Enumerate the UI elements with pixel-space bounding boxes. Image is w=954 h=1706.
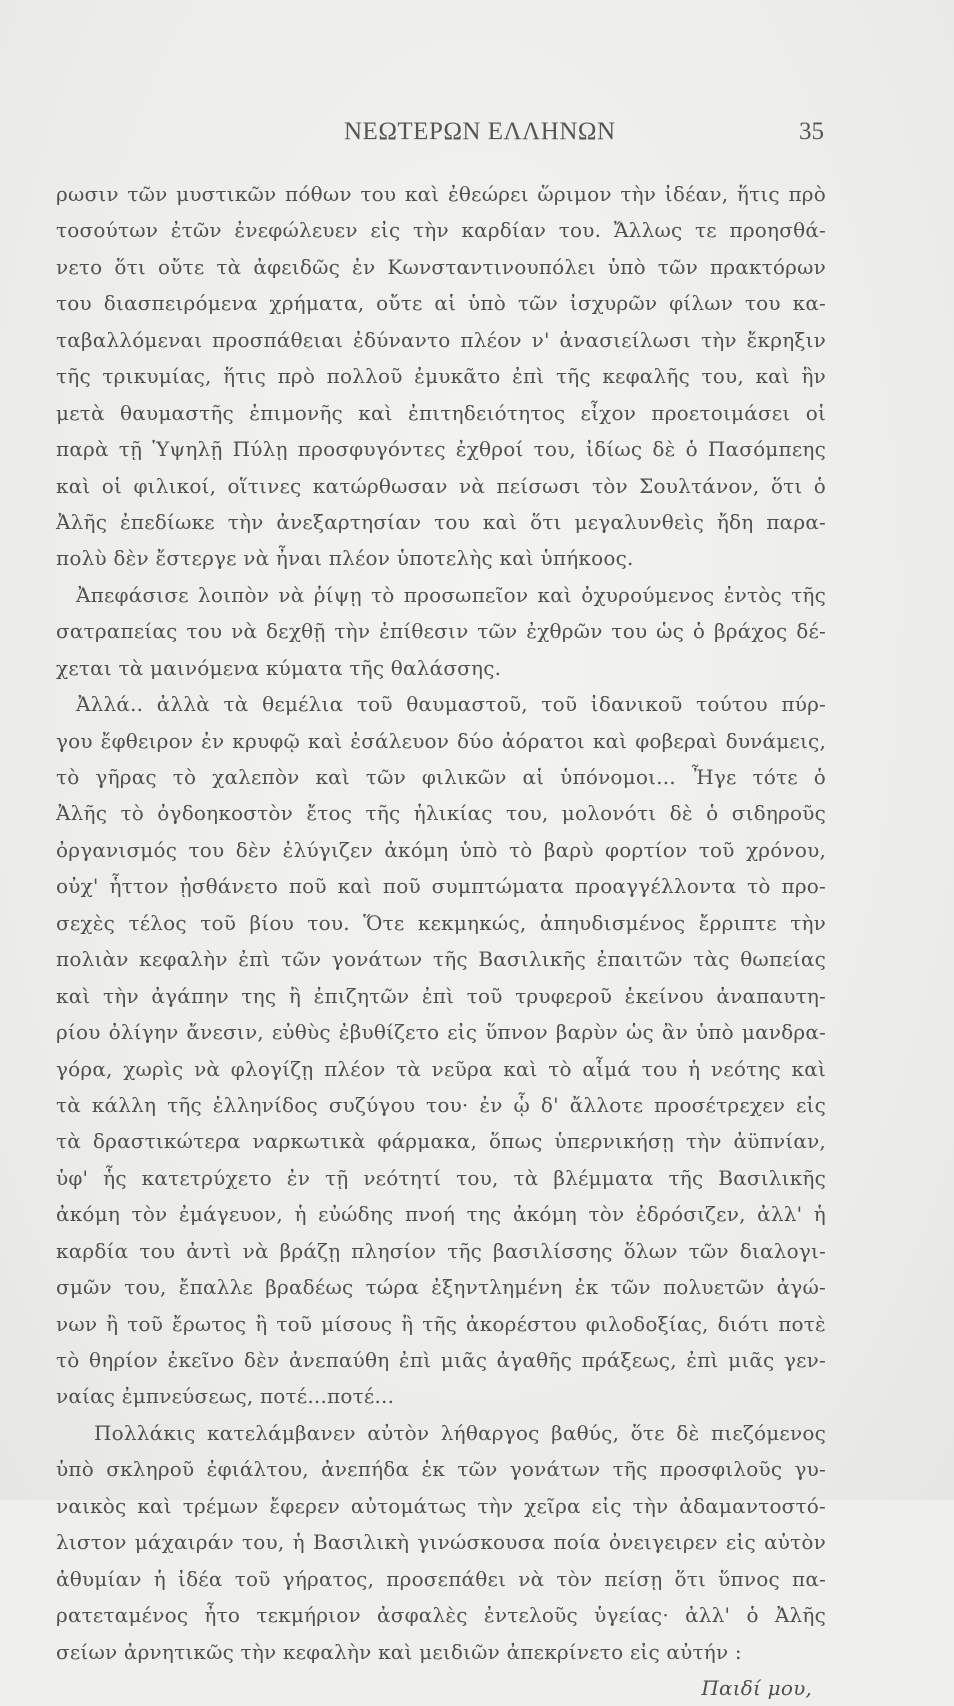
text-line: γόρα, χωρὶς νὰ φλογίζῃ πλέον τὰ νεῦρα καὶ τὸ αἷμά του ἡ νεότης καὶ: [56, 1056, 826, 1081]
page-header: [0, 118, 954, 158]
text-line: τῆς τρικυμίας, ἥτις πρὸ πολλοῦ ἐμυκᾶτο ἐπὶ τῆς κεφαλῆς του, καὶ ἣν: [56, 364, 826, 389]
text-line: σμῶν του, ἔπαλλε βραδέως τώρα ἐξηντλημένη ἐκ τῶν πολυετῶν ἀγώ-: [56, 1275, 826, 1300]
text-line: ρίου ὀλίγην ἄνεσιν, εὐθὺς ἐβυθίζετο εἰς ὕπνον βαρὺν ὡς ἂν ὑπὸ μανδρα-: [56, 1020, 826, 1045]
text-line: πολὺ δὲν ἔστεργε νὰ ἦναι πλέον ὑποτελὴς καὶ ὑπήκοος.: [56, 546, 634, 571]
text-line: τὸ θηρίον ἐκεῖνο δὲν ἀνεπαύθη ἐπὶ μιᾶς ἀγαθῆς πράξεως, ἐπὶ μιᾶς γεν-: [56, 1348, 826, 1372]
text-line: ὑπὸ σκληροῦ ἐφιάλτου, ἀνεπήδα ἐκ τῶν γονάτων τῆς προσφιλοῦς γυ-: [56, 1457, 826, 1482]
text-line: Ἀλλά.. ἀλλὰ τὰ θεμέλια τοῦ θαυμαστοῦ, τοῦ ἰδανικοῦ τούτου πύρ-: [76, 692, 826, 717]
text-line: ρωσιν τῶν μυστικῶν πόθων του καὶ ἐθεώρει ὥριμον τὴν ἰδέαν, ἥτις πρὸ: [56, 182, 826, 206]
text-line: ρατεταμένος ἦτο τεκμήριον ἀσφαλὲς ἐντελοῦς ὑγείας· ἀλλ' ὁ Ἀλῆς: [56, 1603, 826, 1628]
text-line: νων ἢ τοῦ ἔρωτος ἢ τοῦ μίσους ἢ τῆς ἀκορέστου φιλοδοξίας, διότι ποτὲ: [56, 1311, 826, 1336]
text-line: Πολλάκις κατελάμβανεν αὐτὸν λήθαργος βαθύς, ὅτε δὲ πιεζόμενος: [94, 1420, 826, 1445]
text-line: ὀργανισμός του δὲν ἐλύγιζεν ἀκόμη ὑπὸ τὸ βαρὺ φορτίον τοῦ χρόνου,: [56, 837, 826, 862]
text-line: νετο ὅτι οὔτε τὰ ἀφειδῶς ἐν Κωνσταντινουπόλει ὑπὸ τῶν πρακτόρων: [56, 254, 826, 279]
text-line: Ἀλῆς τὸ ὀγδοηκοστὸν ἔτος τῆς ἡλικίας του, μολονότι δὲ ὁ σιδηροῦς: [56, 801, 826, 826]
text-line: σεχὲς τέλος τοῦ βίου του. Ὅτε κεκμηκώς, ἀπηυδισμένος ἔρριπτε τὴν: [56, 910, 826, 935]
text-line: του διασπειρόμενα χρήματα, οὔτε αἱ ὑπὸ τῶν ἰσχυρῶν φίλων του κα-: [56, 291, 826, 316]
text-line: σείων ἀρνητικῶς τὴν κεφαλὴν καὶ μειδιῶν ἀπεκρίνετο εἰς αὐτήν :: [56, 1639, 742, 1664]
text-line: πολιὰν κεφαλὴν ἐπὶ τῶν γονάτων τῆς Βασιλικῆς ἐπαιτῶν τὰς θωπείας: [56, 947, 826, 972]
text-line: τὰ δραστικώτερα ναρκωτικὰ φάρμακα, ὅπως ὑπερνικήσῃ τὴν ἀϋπνίαν,: [56, 1129, 826, 1154]
text-line: λιστον μάχαιράν του, ἡ Βασιλικὴ γινώσκουσα ποία ὀνειγειρεν εἰς αὐτὸν: [56, 1530, 826, 1555]
text-line: καρδία του ἀντὶ νὰ βράζῃ πλησίον τῆς βασιλίσσης ὅλων τῶν διαλογι-: [56, 1238, 826, 1263]
text-line: Ἀπεφάσισε λοιπὸν νὰ ῥίψῃ τὸ προσωπεῖον καὶ ὀχυρούμενος ἐντὸς τῆς: [76, 582, 826, 607]
text-line: καὶ οἱ φιλικοί, οἵτινες κατώρθωσαν νὰ πείσωσι τὸν Σουλτάνον, ὅτι ὁ: [56, 473, 826, 498]
text-line: ὑφ' ἧς κατετρύχετο ἐν τῇ νεότητί του, τὰ βλέμματα τῆς Βασιλικῆς: [56, 1165, 826, 1190]
text-line: τοσούτων ἐτῶν ἐνεφώλευεν εἰς τὴν καρδίαν του. Ἄλλως τε προησθά-: [56, 218, 826, 243]
body-text: [56, 176, 826, 1706]
text-line: τὸ γῆρας τὸ χαλεπὸν καὶ τῶν φιλικῶν αἱ ὑπόνομοι... Ἦγε τότε ὁ: [56, 765, 826, 789]
text-line: ἀκόμη τὸν ἐμάγευον, ἡ εὐώδης πνοή της ἀκόμη τὸν ἐδρόσιζεν, ἀλλ' ἡ: [56, 1202, 826, 1227]
text-line: Παιδί μου,: [701, 1675, 812, 1700]
text-line: ναίας ἐμπνεύσεως, ποτέ...ποτέ...: [56, 1384, 395, 1409]
text-line: ναικὸς καὶ τρέμων ἔφερεν αὐτομάτως τὴν χεῖρα εἰς τὴν ἀδαμαντοστό-: [56, 1493, 826, 1518]
text-line: καὶ τὴν ἀγάπην της ἢ ἐπιζητῶν ἐπὶ τοῦ τρυφεροῦ ἐκείνου ἀναπαυτη-: [56, 983, 826, 1008]
text-line: γου ἔφθειρον ἐν κρυφῷ καὶ ἐσάλευον δύο ἀόρατοι καὶ φοβεραὶ δυνάμεις,: [56, 728, 826, 753]
page-number: 35: [799, 118, 824, 145]
text-line: Ἀλῆς ἐπεδίωκε τὴν ἀνεξαρτησίαν του καὶ ὅτι μεγαλυνθεὶς ἤδη παρα-: [56, 509, 826, 534]
text-line: τὰ κάλλη τῆς ἑλληνίδος συζύγου του· ἐν ᾧ δ' ἄλλοτε προσέτρεχεν εἰς: [56, 1092, 826, 1117]
text-line: οὐχ' ἧττον ᾐσθάνετο ποῦ καὶ ποῦ συμπτώματα προαγγέλλοντα τὸ προ-: [56, 874, 826, 899]
text-line: μετὰ θαυμαστῆς ἐπιμονῆς καὶ ἐπιτηδειότητος εἶχον προετοιμάσει οἱ: [56, 400, 826, 425]
text-line: ἀθυμίαν ἡ ἰδέα τοῦ γήρατος, προσεπάθει νὰ τὸν πείσῃ ὅτι ὕπνος πα-: [56, 1566, 826, 1591]
text-line: παρὰ τῇ Ὑψηλῇ Πύλῃ προσφυγόντες ἐχθροί του, ἰδίως δὲ ὁ Πασόμπεης: [56, 437, 826, 462]
text-line: χεται τὰ μαινόμενα κύματα τῆς θαλάσσης.: [56, 655, 502, 680]
text-line: σατραπείας του νὰ δεχθῇ τὴν ἐπίθεσιν τῶν ἐχθρῶν του ὡς ὁ βράχος δέ-: [56, 619, 826, 644]
text-line: ταβαλλόμεναι προσπάθειαι ἐδύναντο πλέον ν' ἀνασιείλωσι τὴν ἔκρηξιν: [56, 327, 826, 352]
running-title: ΝΕΩΤΕΡΩΝ ΕΛΛΗΝΩΝ: [344, 118, 616, 145]
